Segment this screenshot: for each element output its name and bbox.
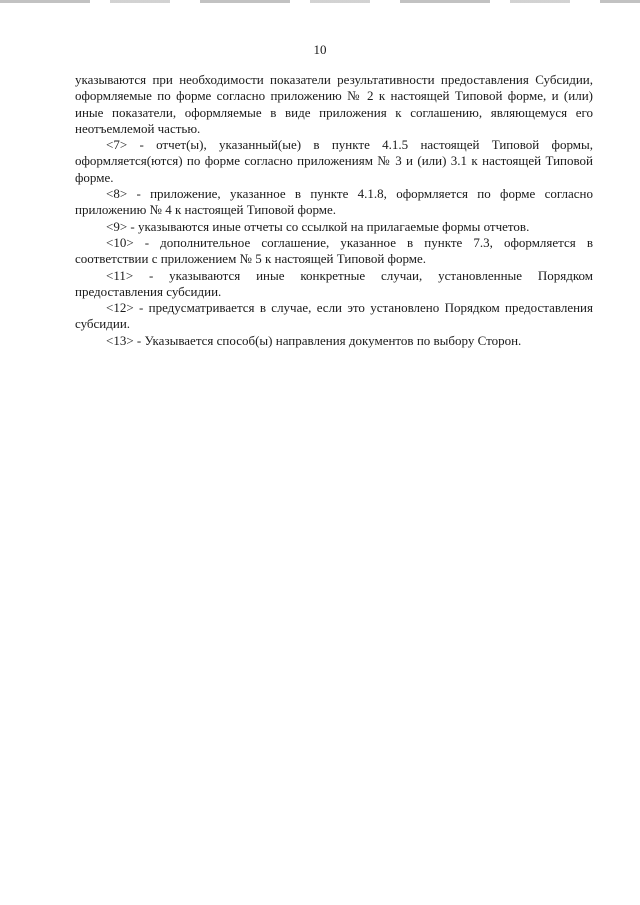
footnote-9: <9> - указываются иные отчеты со ссылкой на прилагаемые формы отчетов. — [106, 218, 530, 234]
scan-top-edge — [0, 0, 640, 3]
footnote-13: <13> - Указывается способ(ы) направления документов по выбору Сторон. — [106, 332, 522, 348]
footnote-10: <10> - дополнительное соглашение, указанное в пункте 7.3, оформляется в соответствии с приложением № 5 к настоящей Типовой форме. — [75, 234, 593, 267]
footnote-11: <11> - указываются иные конкретные случаи, установленные Порядком предоставления субсидии. — [75, 267, 593, 299]
page-number: 10 — [313, 42, 327, 57]
document-body — [75, 72, 593, 349]
footnote-8: <8> - приложение, указанное в пункте 4.1.8, оформляется по форме согласно приложению № 4 к настоящей Типовой форме. — [75, 186, 593, 218]
paragraph-continuation: указываются при необходимости показатели результативности предоставления Субсидии, оформляемые по форме согласно приложению № 2 к настоящей Типовой форме, и (или) иные показатели, оформляемые в виде приложения к соглашению, являющемуся его неотъемлемой частью. — [75, 72, 593, 136]
footnote-7: <7> - отчет(ы), указанный(ые) в пункте 4.1.5 настоящей Типовой формы, оформляется(ются) по форме согласно приложениям № 3 и (или) 3.1 к настоящей Типовой форме. — [75, 137, 593, 185]
footnote-12: <12> - предусматривается в случае, если это установлено Порядком предоставления субсидии. — [75, 300, 593, 332]
